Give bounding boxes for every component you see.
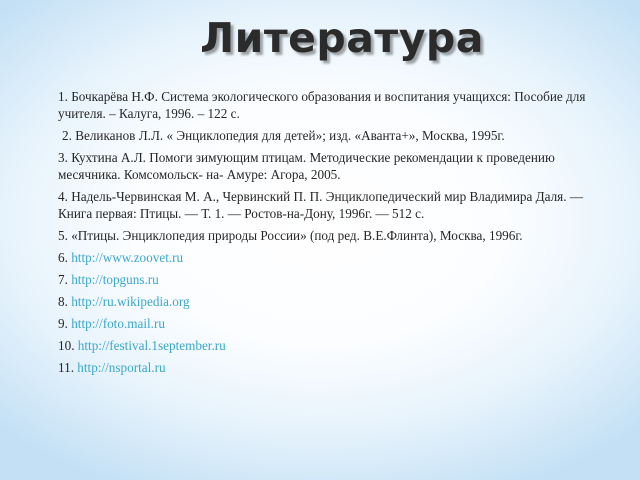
- reference-link-item: [58, 271, 598, 288]
- reference-link-item: [58, 337, 598, 354]
- reference-link-item: [58, 359, 598, 376]
- reference-link-item: [58, 293, 598, 310]
- reference-link-foto-mail[interactable]: http://foto.mail.ru: [71, 316, 165, 331]
- reference-number: 10.: [58, 338, 75, 353]
- reference-link-item: [58, 249, 598, 266]
- reference-number: 9.: [58, 316, 68, 331]
- reference-link-zoovet[interactable]: http://www.zoovet.ru: [71, 250, 184, 265]
- reference-item: 4. Надель-Червинская М. А., Червинский П. П. Энциклопедический мир Владимира Даля. — Книга первая: Птицы. — Т. 1. — Ростов-на-Дону, 1996г. — 512 с.: [58, 189, 584, 221]
- reference-number: 7.: [58, 272, 68, 287]
- reference-link-nsportal[interactable]: http://nsportal.ru: [77, 360, 166, 375]
- reference-link-festival[interactable]: http://festival.1september.ru: [77, 338, 226, 353]
- reference-item: 2. Великанов Л.Л. « Энциклопедия для детей»; изд. «Аванта+», Москва, 1995г.: [62, 128, 505, 143]
- slide-title: Литература: [200, 14, 484, 62]
- reference-item: 3. Кухтина А.Л. Помоги зимующим птицам. Методические рекомендации к проведению месячника. Комсомольск- на- Амуре: Агора, 2005.: [58, 150, 555, 182]
- reference-link-topguns[interactable]: http://topguns.ru: [71, 272, 159, 287]
- reference-number: 6.: [58, 250, 68, 265]
- reference-link-wikipedia[interactable]: http://ru.wikipedia.org: [71, 294, 190, 309]
- reference-item: 1. Бочкарёва Н.Ф. Система экологического образования и воспитания учащихся: Пособие для учителя. – Калуга, 1996. – 122 с.: [58, 89, 586, 121]
- reference-link-item: [58, 315, 598, 332]
- reference-number: 11.: [58, 360, 74, 375]
- reference-list: [58, 88, 598, 381]
- reference-item: 5. «Птицы. Энциклопедия природы России» (под ред. В.Е.Флинта), Москва, 1996г.: [58, 228, 523, 243]
- reference-number: 8.: [58, 294, 68, 309]
